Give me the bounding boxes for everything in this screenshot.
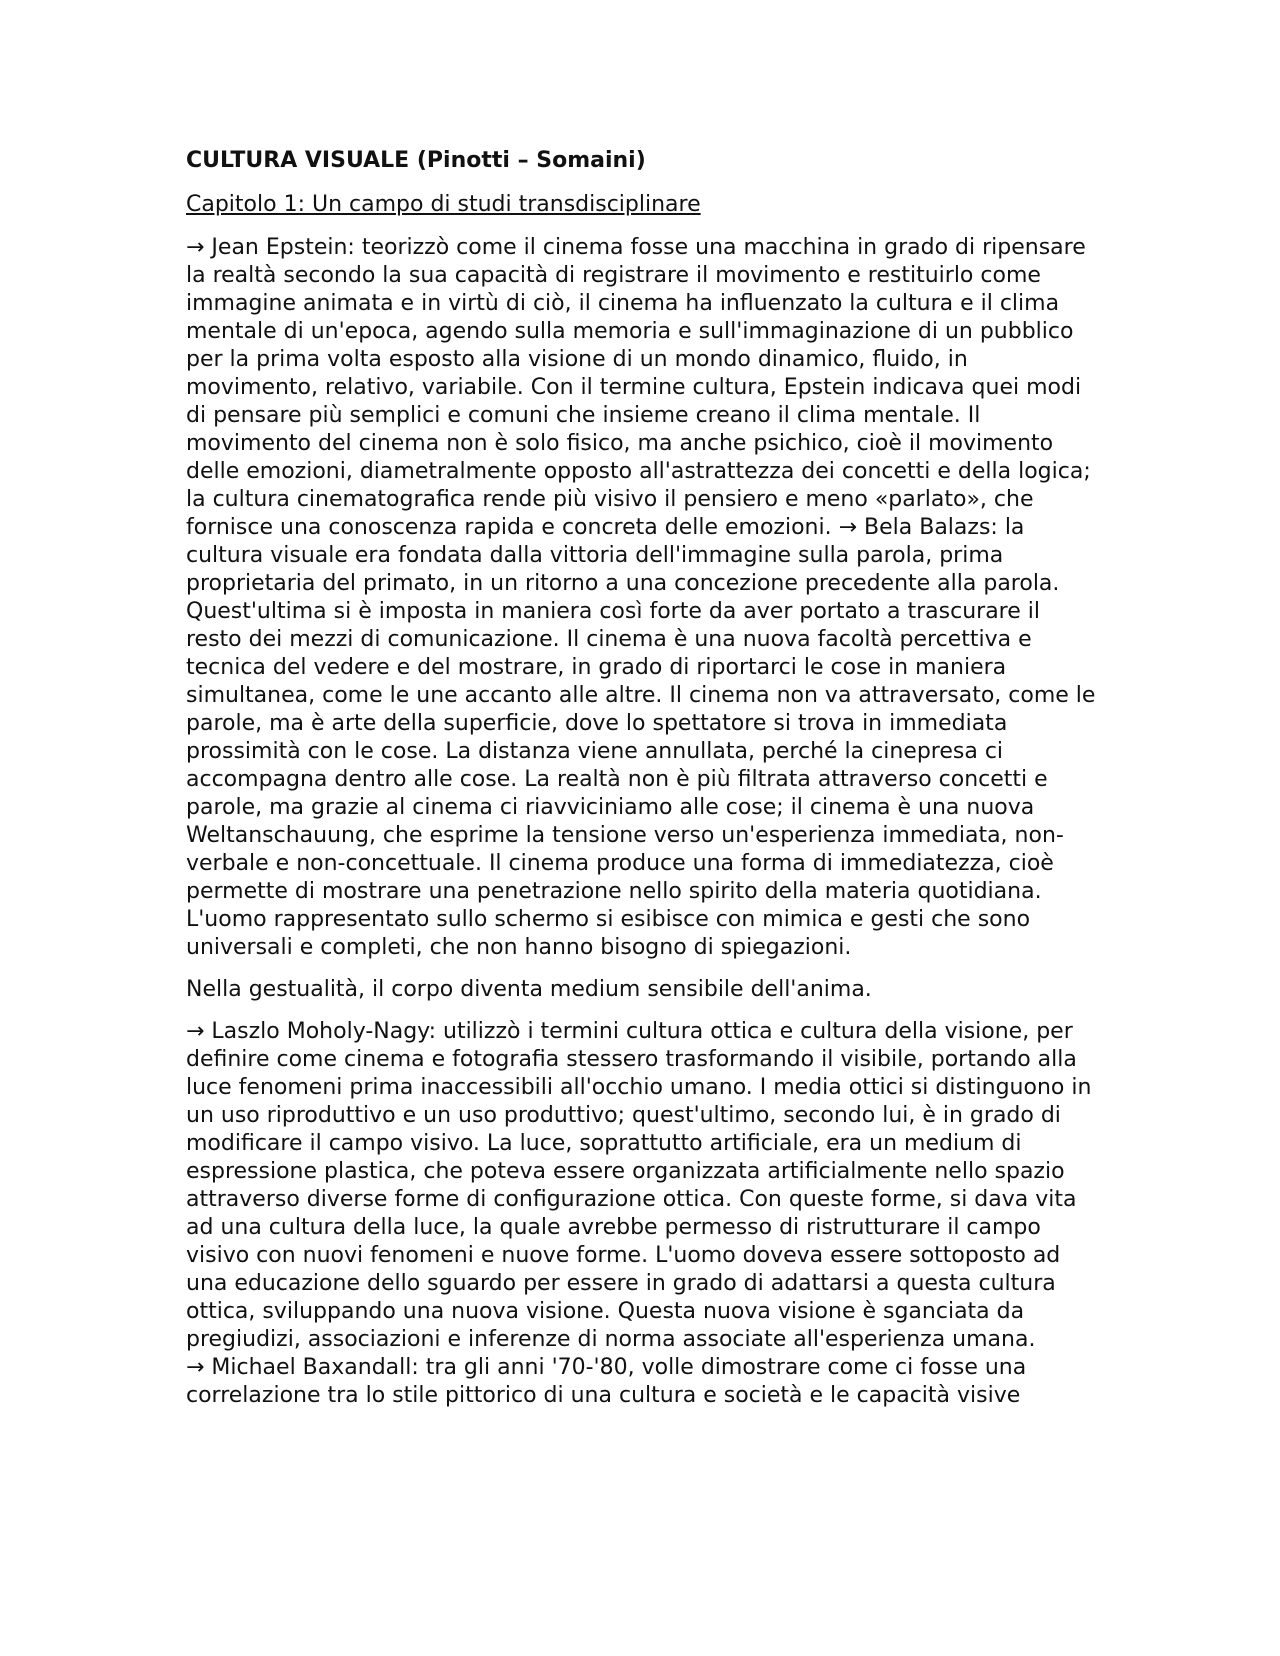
chapter-heading: Capitolo 1: Un campo di studi transdisciplinare <box>186 192 701 217</box>
paragraph-epstein-balazs: → Jean Epstein: teorizzò come il cinema fosse una macchina in grado di ripensare la realtà secondo la sua capacità di registrare il movimento e restituirlo come immagine animata e in virtù di ciò, il cinema ha influenzato la cultura e il clima mentale di un'epoca, agendo sulla memoria e sull'immaginazione di un pubblico per la prima volta esposto alla visione di un mondo dinamico, fluido, in movimento, relativo, variabile. Con il termine cultura, Epstein indicava quei modi di pensare più semplici e comuni che insieme creano il clima mentale. Il movimento del cinema non è solo fisico, ma anche psichico, cioè il movimento delle emozioni, diametralmente opposto all'astrattezza dei concetti e della logica; la cultura cinematografica rende più visivo il pensiero e meno «parlato», che fornisce una conoscenza rapida e concreta delle emozioni. → Bela Balazs: la cultura visuale era fondata dalla vittoria dell'immagine sulla parola, prima proprietaria del primato, in un ritorno a una concezione precedente alla parola. Quest'ultima si è imposta in maniera così forte da aver portato a trascurare il resto dei mezzi di comunicazione. Il cinema è una nuova facoltà percettiva e tecnica del vedere e del mostrare, in grado di riportarci le cose in maniera simultanea, come le une accanto alle altre. Il cinema non va attraversato, come le parole, ma è arte della superficie, dove lo spettatore si trova in immediata prossimità con le cose. La distanza viene annullata, perché la cinepresa ci accompagna dentro alle cose. La realtà non è più filtrata attraverso concetti e parole, ma grazie al cinema ci riavviciniamo alle cose; il cinema è una nuova Weltanschauung, che esprime la tensione verso un'esperienza immediata, non-verbale e non-concettuale. Il cinema produce una forma di immediatezza, cioè permette di mostrare una penetrazione nello spirito della materia quotidiana. L'uomo rappresentato sullo schermo si esibisce con mimica e gesti che sono universali e completi, che non hanno bisogno di spiegazioni. <box>186 235 1096 960</box>
paragraph-gestualita: Nella gestualità, il corpo diventa medium sensibile dell'anima. <box>186 977 872 1002</box>
paragraph-baxandall: → Michael Baxandall: tra gli anni '70-'80, volle dimostrare come ci fosse una correlazione tra lo stile pittorico di una cultura e società e le capacità visive <box>186 1355 1027 1408</box>
paragraph-moholy-nagy: → Laszlo Moholy-Nagy: utilizzò i termini cultura ottica e cultura della visione, per definire come cinema e fotografia stessero trasformando il visibile, portando alla luce fenomeni prima inaccessibili all'occhio umano. I media ottici si distinguono in un uso riproduttivo e un uso produttivo; quest'ultimo, secondo lui, è in grado di modificare il campo visivo. La luce, soprattutto artificiale, era un medium di espressione plastica, che poteva essere organizzata artificialmente nello spazio attraverso diverse forme di configurazione ottica. Con queste forme, si dava vita ad una cultura della luce, la quale avrebbe permesso di ristrutturare il campo visivo con nuovi fenomeni e nuove forme. L'uomo doveva essere sottoposto ad una educazione dello sguardo per essere in grado di adattarsi a questa cultura ottica, sviluppando una nuova visione. Questa nuova visione è sganciata da pregiudizi, associazioni e inferenze di norma associate all'esperienza umana. <box>186 1019 1092 1352</box>
document-page <box>186 146 1096 1410</box>
document-title: CULTURA VISUALE (Pinotti – Somaini) <box>186 148 646 173</box>
